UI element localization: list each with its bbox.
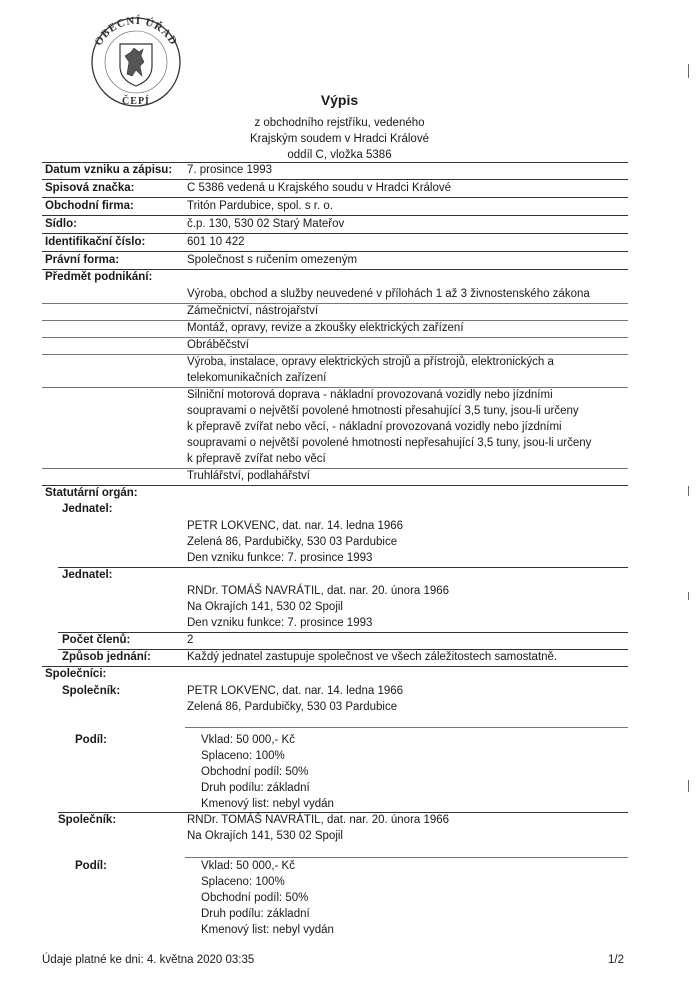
divider — [58, 567, 628, 568]
zpusob-jednani-label: Způsob jednání: — [62, 651, 151, 663]
business-item: Silniční motorová doprava - nákladní provozovaná vozidly nebo jízdními — [187, 389, 553, 401]
podil-line: Splaceno: 100% — [201, 750, 285, 762]
divider — [58, 812, 628, 813]
field-label: Spisová značka: — [45, 182, 135, 194]
pocet-clenu-value: 2 — [187, 634, 194, 646]
field-label: Identifikační číslo: — [45, 236, 146, 248]
field-label: Právní forma: — [45, 254, 120, 266]
pocet-clenu-label: Počet členů: — [62, 634, 131, 646]
field-label: Datum vzniku a zápisu: — [45, 164, 173, 176]
header-line-1: z obchodního rejstříku, vedeného — [254, 117, 425, 129]
podil-line: Obchodní podíl: 50% — [201, 766, 309, 778]
divider — [42, 485, 628, 486]
podil-line: Vklad: 50 000,- Kč — [201, 860, 295, 872]
field-value: 601 10 422 — [187, 236, 245, 248]
jednatel-label: Jednatel: — [62, 503, 113, 515]
svg-text:OBECNÍ ÚŘAD — [92, 15, 179, 48]
business-item: k přepravě zvířat nebo věcí — [187, 453, 326, 465]
divider — [185, 857, 628, 858]
spolecnik-label: Společník: — [58, 814, 117, 826]
divider — [42, 320, 628, 321]
jednatel-line: Den vzniku funkce: 7. prosince 1993 — [187, 552, 373, 564]
scan-artifact — [688, 486, 689, 496]
divider — [58, 632, 628, 633]
business-item: k přepravě zvířat nebo věcí, - nákladní provozovaná vozidly nebo jízdními — [187, 421, 562, 433]
zpusob-jednani-value: Každý jednatel zastupuje společnost ve všech záležitostech samostatně. — [187, 651, 558, 663]
spolecnik-line: Zelená 86, Pardubičky, 530 03 Pardubice — [187, 701, 398, 713]
seal-bottom-text: ČEPÍ — [122, 96, 150, 107]
field-value: C 5386 vedená u Krajského soudu v Hradci Králové — [187, 182, 452, 194]
divider — [42, 666, 628, 667]
header-line-3: oddíl C, vložka 5386 — [287, 149, 392, 161]
divider — [42, 303, 628, 304]
divider — [42, 251, 628, 252]
section-label-statutarni: Statutární orgán: — [45, 487, 138, 499]
jednatel-line: Na Okrajích 141, 530 02 Spojil — [187, 601, 343, 613]
spolecnik-line: RNDr. TOMÁŠ NAVRÁTIL, dat. nar. 20. února 1966 — [187, 814, 450, 826]
divider — [42, 233, 628, 234]
section-label-spolecnici: Společníci: — [45, 668, 107, 680]
seal-top-text: OBECNÍ ÚŘAD — [92, 14, 180, 48]
document-title: Výpis — [320, 92, 359, 108]
jednatel-line: Den vzniku funkce: 7. prosince 1993 — [187, 617, 373, 629]
jednatel-line: Zelená 86, Pardubičky, 530 03 Pardubice — [187, 536, 398, 548]
field-value: č.p. 130, 530 02 Starý Mateřov — [187, 218, 345, 230]
divider — [42, 387, 628, 388]
scan-artifact — [688, 64, 689, 78]
podil-line: Splaceno: 100% — [201, 876, 285, 888]
podil-line: Vklad: 50 000,- Kč — [201, 734, 295, 746]
jednatel-line: RNDr. TOMÁŠ NAVRÁTIL, dat. nar. 20. února 1966 — [187, 585, 450, 597]
jednatel-label: Jednatel: — [62, 569, 113, 581]
scan-artifact — [688, 780, 689, 792]
podil-label: Podíl: — [75, 734, 107, 746]
divider — [42, 215, 628, 216]
business-item: Výroba, instalace, opravy elektrických strojů a přístrojů, elektronických a — [187, 356, 554, 368]
podil-line: Kmenový list: nebyl vydán — [201, 798, 334, 810]
field-value: Tritón Pardubice, spol. s r. o. — [187, 200, 333, 212]
spolecnik-line: Na Okrajích 141, 530 02 Spojil — [187, 830, 343, 842]
page-number: 1/2 — [608, 954, 624, 966]
business-item: soupravami o největší povolené hmotnosti přesahující 3,5 tuny, jsou-li určeny — [187, 405, 579, 417]
field-value: Společnost s ručením omezeným — [187, 254, 358, 266]
spolecnik-label: Společník: — [62, 685, 121, 697]
podil-line: Druh podílu: základní — [201, 782, 310, 794]
divider — [185, 727, 628, 728]
scan-artifact — [688, 592, 689, 600]
podil-line: Kmenový list: nebyl vydán — [201, 924, 334, 936]
business-item: Zámečnictví, nástrojařství — [187, 305, 319, 317]
divider — [42, 179, 628, 180]
business-item: Montáž, opravy, revize a zkoušky elektrických zařízení — [187, 322, 464, 334]
business-item: soupravami o největší povolené hmotnosti nepřesahující 3,5 tuny, jsou-li určeny — [187, 437, 592, 449]
podil-line: Druh podílu: základní — [201, 908, 310, 920]
divider — [42, 337, 628, 338]
business-item: Truhlářství, podlahářství — [187, 470, 310, 482]
jednatel-line: PETR LOKVENC, dat. nar. 14. ledna 1966 — [187, 520, 404, 532]
business-item: Obráběčství — [187, 339, 249, 351]
field-label: Obchodní firma: — [45, 200, 134, 212]
divider — [42, 354, 628, 355]
field-value: 7. prosince 1993 — [187, 164, 273, 176]
section-label-predmet: Předmět podnikání: — [45, 271, 153, 283]
business-item: Výroba, obchod a služby neuvedené v přílohách 1 až 3 živnostenského zákona — [187, 288, 590, 300]
divider — [42, 197, 628, 198]
header-line-2: Krajským soudem v Hradci Králové — [250, 133, 429, 145]
business-item: telekomunikačních zařízení — [187, 372, 327, 384]
divider — [58, 649, 628, 650]
divider — [42, 162, 628, 163]
field-label: Sídlo: — [45, 218, 77, 230]
footer-valid-date: Údaje platné ke dni: 4. května 2020 03:35 — [42, 954, 255, 966]
spolecnik-line: PETR LOKVENC, dat. nar. 14. ledna 1966 — [187, 685, 404, 697]
podil-label: Podíl: — [75, 860, 107, 872]
divider — [42, 269, 628, 270]
podil-line: Obchodní podíl: 50% — [201, 892, 309, 904]
divider — [42, 468, 628, 469]
